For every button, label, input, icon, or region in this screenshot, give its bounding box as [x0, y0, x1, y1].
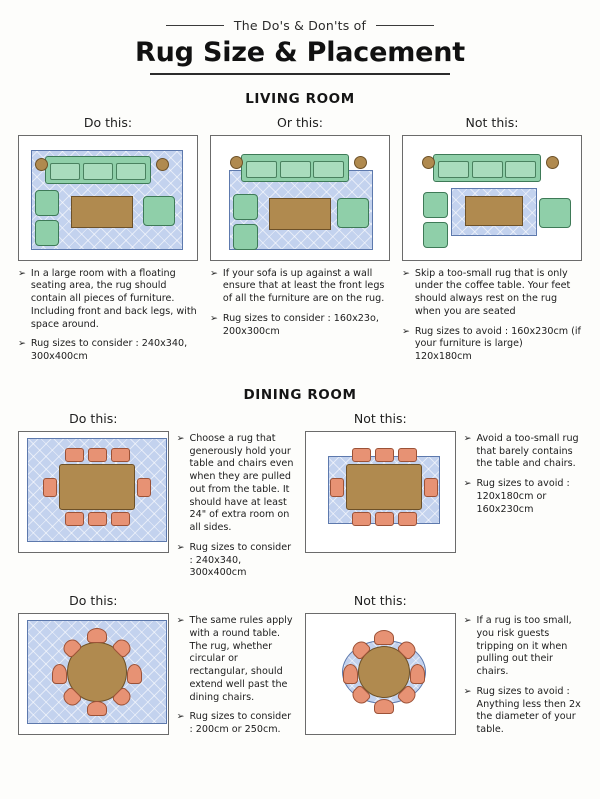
- armchair-shape: [423, 192, 448, 218]
- bullet-text: Rug sizes to consider : 160x23o, 200x300cm: [222, 312, 379, 337]
- side-table-shape: [354, 156, 367, 169]
- bullet-arrow-icon: ➢: [18, 267, 26, 279]
- bullet-text: In a large room with a floating seating area, the rug should contain all pieces of furniture. Including front and back legs, with space around.: [30, 267, 197, 330]
- sofa-cushion: [83, 163, 113, 180]
- dining-chair-shape: [410, 664, 425, 684]
- living-room-illustration-too-small-rug: [402, 135, 582, 261]
- dining-illustration-rect-too-small: [305, 431, 456, 553]
- kicker-text: The Do's & Don'ts of: [233, 18, 367, 33]
- side-table-shape: [156, 158, 169, 171]
- dining-chair-shape: [375, 512, 394, 526]
- bullet-arrow-icon: ➢: [210, 267, 218, 279]
- dining-illustration-rect-correct: [18, 431, 169, 553]
- dining-illus-wrap: [305, 411, 456, 587]
- coffee-table-shape: [465, 196, 523, 226]
- bullet-text: Skip a too-small rug that is only under the coffee table. Your feet should always rest on the rug when you are seated: [414, 267, 571, 317]
- living-room-label-or: Or this:: [277, 114, 323, 130]
- kicker-row: [18, 18, 582, 33]
- page-title: Rug Size & Placement: [135, 37, 465, 68]
- dining-cell-not-rectangular: [305, 411, 582, 587]
- dining-chair-shape: [374, 630, 394, 645]
- bullet-text: Rug sizes to avoid : 120x180cm or 160x230cm: [476, 478, 570, 515]
- coffee-table-shape: [269, 198, 331, 230]
- side-table-shape: [230, 156, 243, 169]
- dining-label-not-rect: Not this:: [353, 410, 407, 426]
- bullet-text: Rug sizes to avoid : 160x230cm (if your furniture is large) 120x180cm: [414, 325, 581, 363]
- dining-chair-shape: [88, 448, 107, 462]
- bullet-arrow-icon: ➢: [176, 711, 185, 723]
- dining-chair-shape: [343, 664, 358, 684]
- dining-chair-shape: [127, 664, 142, 684]
- dining-chair-shape: [375, 448, 394, 462]
- dining-chair-shape: [88, 512, 107, 526]
- sofa-cushion: [116, 163, 146, 180]
- dining-label-do-round: Do this:: [69, 593, 118, 609]
- bullet-arrow-icon: ➢: [176, 432, 185, 444]
- living-room-illustration-sofa-against-wall: [210, 135, 390, 261]
- living-room-illustration-floating-seating: [18, 135, 198, 261]
- bullet-arrow-icon: ➢: [402, 267, 410, 279]
- sofa-cushion: [505, 161, 536, 178]
- armchair-shape: [539, 198, 571, 228]
- bullet-item: [464, 433, 582, 471]
- dining-chair-shape: [111, 512, 130, 526]
- dining-illustration-round-too-small: [305, 613, 456, 735]
- dining-row-rectangular: [18, 411, 582, 587]
- bullet-item: [210, 313, 390, 339]
- bullet-text: Avoid a too-small rug that barely contains the table and chairs.: [476, 432, 579, 470]
- dining-chair-shape: [43, 478, 57, 497]
- side-table-shape: [35, 158, 48, 171]
- dining-chair-shape: [87, 628, 107, 643]
- dining-table-shape: [59, 464, 135, 510]
- dining-label-do-rect: Do this:: [69, 410, 118, 426]
- bullet-arrow-icon: ➢: [18, 338, 26, 350]
- bullet-item: [464, 478, 582, 516]
- armchair-shape: [35, 220, 59, 246]
- sofa-cushion: [313, 161, 344, 178]
- bullet-arrow-icon: ➢: [402, 325, 410, 337]
- living-room-columns: [18, 115, 582, 371]
- bullet-item: [177, 433, 295, 535]
- bullet-arrow-icon: ➢: [463, 432, 472, 444]
- dining-bullets-do-rect: [177, 411, 295, 587]
- bullet-item: [402, 268, 582, 319]
- dining-bullets-not-round: [464, 593, 582, 744]
- dining-chair-shape: [398, 512, 417, 526]
- armchair-shape: [233, 224, 258, 250]
- living-room-column-not: [402, 115, 582, 371]
- coffee-table-shape: [71, 196, 133, 228]
- poster-header: [18, 18, 582, 75]
- living-room-label-do: Do this:: [83, 114, 133, 130]
- dining-illus-wrap: [305, 593, 456, 744]
- sofa-cushion: [438, 161, 469, 178]
- dining-chair-shape: [352, 448, 371, 462]
- dining-cell-do-rectangular: [18, 411, 295, 587]
- dining-chair-shape: [111, 448, 130, 462]
- dining-illus-wrap: [18, 593, 169, 744]
- section-title-dining-room: DINING ROOM: [243, 386, 357, 403]
- living-room-bullets-do: [18, 268, 198, 364]
- dining-table-shape: [346, 464, 422, 510]
- sofa-cushion: [50, 163, 80, 180]
- dining-cell-not-round: [305, 593, 582, 744]
- bullet-item: [464, 686, 582, 737]
- armchair-shape: [35, 190, 59, 216]
- dining-cell-do-round: [18, 593, 295, 744]
- bullet-item: [177, 615, 295, 704]
- bullet-arrow-icon: ➢: [463, 685, 472, 697]
- bullet-item: [177, 711, 295, 737]
- bullet-arrow-icon: ➢: [176, 615, 185, 627]
- living-room-column-or: [210, 115, 390, 371]
- dining-chair-shape: [87, 701, 107, 716]
- dining-chair-shape: [398, 448, 417, 462]
- sofa-cushion: [280, 161, 311, 178]
- living-room-bullets-or: [210, 268, 390, 339]
- bullet-item: [464, 615, 582, 679]
- dining-illustration-round-correct: [18, 613, 169, 735]
- dining-label-not-round: Not this:: [353, 593, 407, 609]
- bullet-item: [210, 268, 390, 306]
- side-table-shape: [422, 156, 435, 169]
- living-room-label-not: Not this:: [465, 114, 519, 130]
- bullet-item: [18, 268, 198, 332]
- dining-chair-shape: [330, 478, 344, 497]
- dining-chair-shape: [65, 448, 84, 462]
- bullet-text: Choose a rug that generously hold your table and chairs even when they are pulled out from the table. It should have at least 24" of extra room on all sides.: [189, 432, 294, 534]
- bullet-item: [402, 326, 582, 364]
- armchair-shape: [233, 194, 258, 220]
- dining-chair-shape: [352, 512, 371, 526]
- dining-chair-shape: [374, 699, 394, 714]
- side-table-shape: [546, 156, 559, 169]
- dining-illus-wrap: [18, 411, 169, 587]
- dining-row-round: [18, 593, 582, 744]
- dining-chair-shape: [65, 512, 84, 526]
- bullet-text: Rug sizes to consider : 200cm or 250cm.: [189, 711, 292, 736]
- dining-chair-shape: [137, 478, 151, 497]
- living-room-column-do: [18, 115, 198, 371]
- bullet-text: Rug sizes to consider : 240x340, 300x400cm: [189, 541, 292, 579]
- dining-bullets-do-round: [177, 593, 295, 744]
- dining-bullets-not-rect: [464, 411, 582, 587]
- armchair-shape: [423, 222, 448, 248]
- title-underline: [150, 73, 450, 75]
- bullet-arrow-icon: ➢: [210, 312, 218, 324]
- bullet-text: If your sofa is up against a wall ensure that at least the front legs of all the furniture are on the rug.: [222, 267, 385, 305]
- bullet-arrow-icon: ➢: [463, 478, 472, 490]
- bullet-text: Rug sizes to consider : 240x340, 300x400cm: [30, 338, 188, 363]
- dining-chair-shape: [424, 478, 438, 497]
- armchair-shape: [337, 198, 369, 228]
- bullet-arrow-icon: ➢: [176, 541, 185, 553]
- bullet-item: [18, 338, 198, 364]
- kicker-rule-right: [376, 25, 434, 26]
- dining-chair-shape: [52, 664, 67, 684]
- sofa-cushion: [472, 161, 503, 178]
- bullet-arrow-icon: ➢: [463, 615, 472, 627]
- bullet-text: The same rules apply with a round table. The rug, whether circular or rectangular, should extend well past the dining chairs.: [189, 615, 293, 703]
- bullet-item: [177, 542, 295, 580]
- section-title-living-room: LIVING ROOM: [245, 90, 355, 107]
- bullet-text: If a rug is too small, you risk guests tripping on it when pulling out their chairs.: [476, 615, 572, 678]
- living-room-bullets-not: [402, 268, 582, 364]
- sofa-cushion: [246, 161, 277, 178]
- armchair-shape: [143, 196, 175, 226]
- bullet-text: Rug sizes to avoid : Anything less then 2x the diameter of your table.: [476, 685, 581, 736]
- kicker-rule-left: [166, 25, 224, 26]
